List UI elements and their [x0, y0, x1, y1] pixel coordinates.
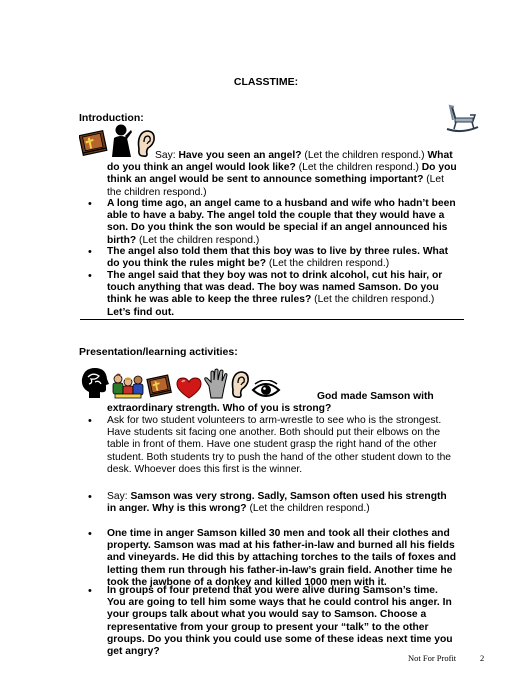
bible-icon [79, 125, 109, 159]
rocking-chair-icon [444, 103, 480, 133]
say-label: Say: [107, 491, 131, 502]
intro-question-2: What do you think an angel would look like? [107, 150, 453, 174]
introduction-say-paragraph [107, 150, 457, 199]
footer-text: Not For Profit [408, 653, 457, 663]
list-item [107, 270, 457, 319]
bullet-ending: Let’s find out. [107, 306, 175, 318]
bullet-icon: • [88, 415, 92, 427]
bullet-text: The angel said that they boy was not to drink alcohol, cut his hair, or touch anything that was dead. The boy was named Samson. Do you think he was able to keep the three rules? [107, 270, 443, 306]
bullet-icon: • [88, 198, 92, 210]
respond-note: (Let the children respond.) [249, 503, 370, 515]
presentation-heading: Presentation/learning activities: [79, 346, 238, 358]
bullet-text: The angel also told them that this boy was to live by three rules. What do you think the rules might be? [107, 246, 448, 270]
intro-question-3: Do you think an angel would be sent to announce something important? [107, 162, 457, 186]
list-item [107, 491, 457, 515]
introduction-heading: Introduction: [79, 112, 144, 124]
section-divider [80, 319, 464, 320]
page-number: 2 [480, 653, 485, 663]
bullet-icon: • [88, 270, 92, 282]
bullet-icon: • [88, 491, 92, 503]
intro-question-1: Have you seen an angel? [178, 150, 302, 161]
bullet-text: Samson was very strong. Sadly, Samson often used his strength in anger. Why is this wrong? [107, 491, 447, 515]
respond-note: (Let the children respond.) [107, 174, 444, 198]
list-item [107, 246, 457, 270]
page-title: CLASSTIME: [233, 76, 299, 88]
respond-note: (Let the children respond.) [268, 258, 390, 270]
respond-note: (Let the children respond.) [314, 294, 435, 306]
bullet-text: A long time ago, an angel came to a husband and wife who hadn’t been able to have a baby. The angel told the couple that they would have a son. Do you think the son would be special if an angel announced his birth? [107, 198, 456, 246]
respond-note: (Let the children respond.) [304, 150, 425, 161]
bullet-icon: • [88, 528, 92, 540]
list-item [107, 198, 457, 247]
list-item: One time in anger Samson killed 30 men and took all their clothes and property. Samson was mad at his father-in-law and burned all his fields and vineyards. He did this by attaching torches to the tails of foxes and letting them run through his father-in-law’s grain field. Another time he took the jawbone of a donkey and killed 1000 men with it. [107, 528, 457, 588]
bullet-icon: • [88, 585, 92, 597]
respond-note: (Let the children respond.) [139, 234, 260, 246]
bullet-icon: • [88, 246, 92, 258]
presentation-lead: God made Samson with extraordinary strength. Who of you is strong? [107, 391, 434, 415]
list-item: Ask for two student volunteers to arm-wrestle to see who is the strongest. Have students sit facing one another. Both should put their elbows on the table in front of them. Have one student grasp the right hand of the other student. Both students try to push the hand of the other student down to the desk. Whoever does this first is the winner. [107, 415, 452, 475]
say-label: Say: [155, 150, 179, 161]
respond-note: (Let the children respond.) [298, 162, 419, 174]
list-item: In groups of four pretend that you were alive during Samson’s time. You are going to tell him some ways that he could control his anger. In your groups talk about what you would say to Samson. Choose a representative from your group to present your “talk” to the other groups. Do you think you could use some of these ideas next time you get angry? [107, 585, 453, 658]
